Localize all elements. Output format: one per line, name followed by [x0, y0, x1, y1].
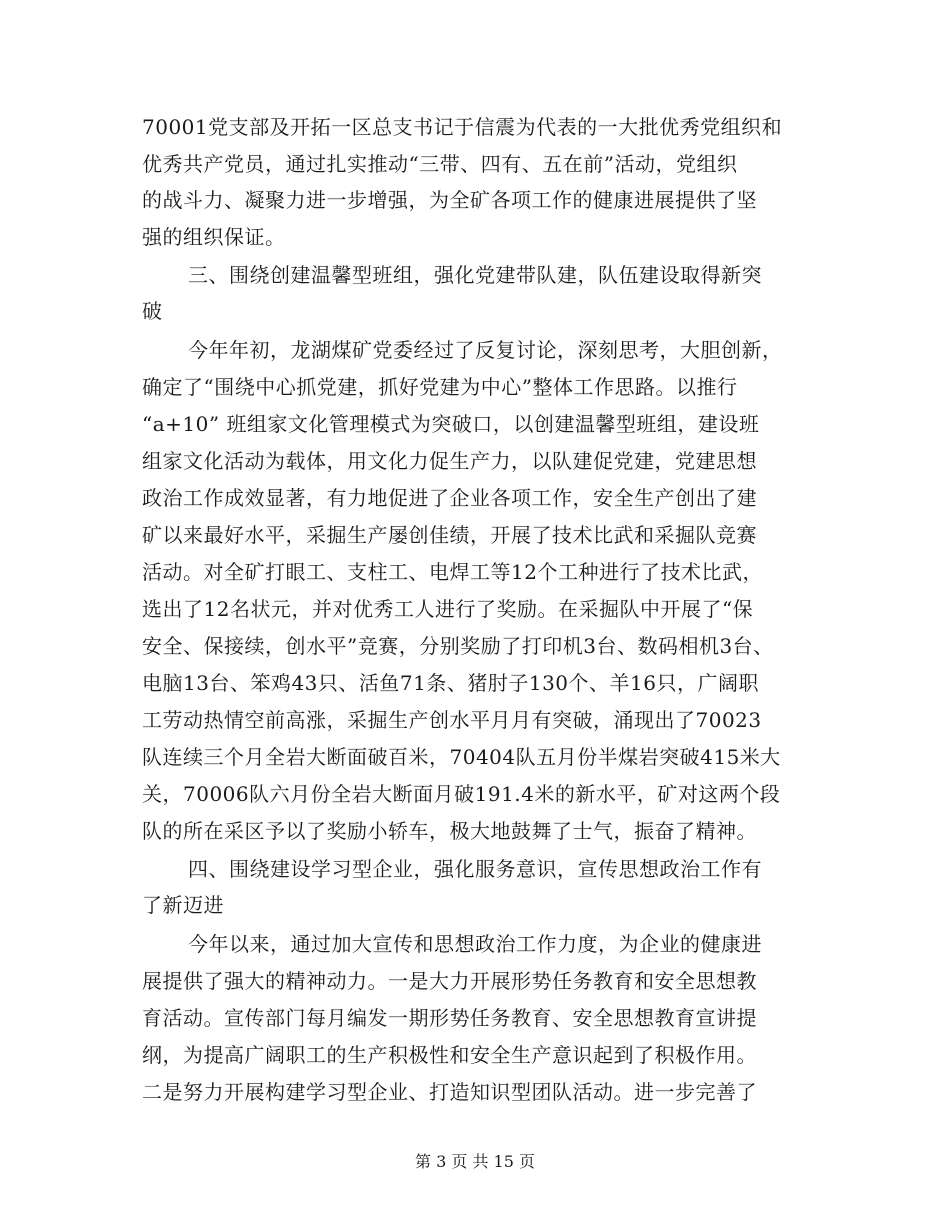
- text-line: 的战斗力、凝聚力进一步增强，为全矿各项工作的健康进展提供了坚: [142, 188, 757, 212]
- text-line: 优秀共产党员，通过扎实推动“三带、四有、五在前”活动，党组织: [142, 152, 738, 176]
- text-line: 队连续三个月全岩大断面破百米，70404队五月份半煤岩突破415米大: [142, 745, 781, 769]
- text-line: 队的所在采区予以了奖励小轿车，极大地鼓舞了士气，振奋了精神。: [142, 819, 757, 843]
- section-heading-line: 三、围绕创建温馨型班组，强化党建带队建，队伍建设取得新突: [188, 263, 762, 287]
- text-line: “a+10” 班组家文化管理模式为突破口，以创建温馨型班组，建设班: [142, 412, 760, 436]
- section-heading-line: 了新迈进: [142, 893, 224, 917]
- text-line: 育活动。宣传部门每月编发一期形势任务教育、安全思想教育宣讲提: [142, 1006, 757, 1030]
- text-line: 关，70006队六月份全岩大断面月破191.4米的新水平，矿对这两个段: [142, 782, 781, 806]
- text-line: 矿以来最好水平，采掘生产屡创佳绩，开展了技术比武和采掘队竞赛: [142, 523, 757, 547]
- text-line: 展提供了强大的精神动力。一是大力开展形势任务教育和安全思想教: [142, 969, 757, 993]
- text-line: 二是努力开展构建学习型企业、打造知识型团队活动。进一步完善了: [142, 1080, 757, 1104]
- text-line: 强的组织保证。: [142, 225, 286, 249]
- text-line: 安全、保接续，创水平”竞赛，分别奖励了打印机3台、数码相机3台、: [142, 634, 774, 658]
- text-line: 选出了12名状元，并对优秀工人进行了奖励。在采掘队中开展了“保: [142, 597, 754, 621]
- text-line: 电脑13台、笨鸡43只、活鱼71条、猪肘子130个、羊16只，广阔职: [142, 671, 759, 695]
- section-heading-line: 四、围绕建设学习型企业，强化服务意识，宣传思想政治工作有: [188, 857, 762, 881]
- text-line: 工劳动热情空前高涨，采掘生产创水平月月有突破，涌现出了70023: [142, 708, 762, 732]
- text-line: 活动。对全矿打眼工、支柱工、电焊工等12个工种进行了技术比武，: [142, 560, 763, 584]
- text-line: 今年以来，通过加大宣传和思想政治工作力度，为企业的健康进: [188, 932, 762, 956]
- text-line: 确定了“围绕中心抓党建，抓好党建为中心”整体工作思路。以推行: [142, 375, 738, 399]
- page-number-footer: 第 3 页 共 15 页: [415, 1152, 535, 1171]
- text-line: 70001党支部及开拓一区总支书记于信震为代表的一大批优秀党组织和: [142, 115, 783, 139]
- section-heading-line: 破: [142, 299, 163, 323]
- text-line: 组家文化活动为载体，用文化力促生产力，以队建促党建，党建思想: [142, 449, 757, 473]
- text-line: 今年年初，龙湖煤矿党委经过了反复讨论，深刻思考，大胆创新，: [188, 338, 783, 362]
- text-line: 政治工作成效显著，有力地促进了企业各项工作，安全生产创出了建: [142, 486, 757, 510]
- text-line: 纲，为提高广阔职工的生产积极性和安全生产意识起到了积极作用。: [142, 1043, 757, 1067]
